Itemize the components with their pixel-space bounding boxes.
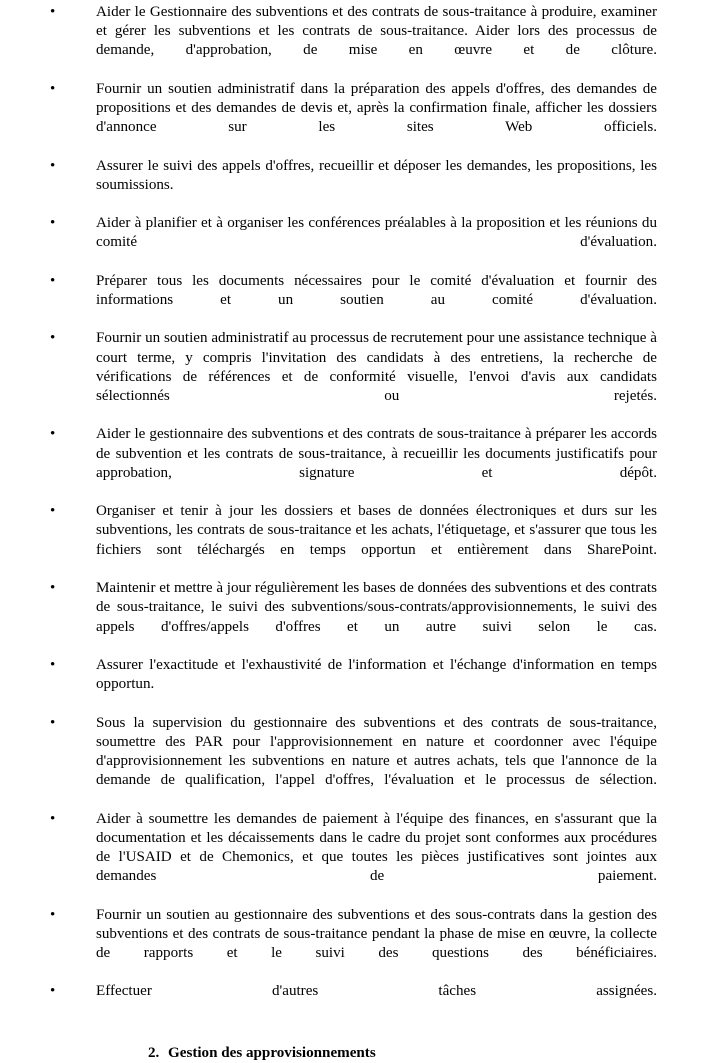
bullet-icon: • xyxy=(50,714,56,731)
bullet-icon: • xyxy=(50,80,56,97)
list-item-text: Aider le Gestionnaire des subventions et des contrats de sous-traitance à produire, examiner et gérer les subventions et les contrats de sous-traitance. Aider lors des processus de demande, d'approbation, de mise en œuvre et de clôture. xyxy=(96,4,657,59)
bullet-icon: • xyxy=(50,272,56,289)
list-item-text: Assurer l'exactitude et l'exhaustivité de l'information et l'échange d'information en temps opportun. xyxy=(96,656,657,693)
list-item xyxy=(0,656,711,714)
list-item-text: Maintenir et mettre à jour régulièrement les bases de données des subventions et des contrats de sous-traitance, le suivi des subventions/sous-contrats/approvisionnements, le suivi des appels d'offres/appels d'offres et un autre suivi selon le cas. xyxy=(96,580,657,635)
bullet-icon: • xyxy=(50,656,56,673)
list-item xyxy=(0,714,711,810)
list-item-text: Fournir un soutien administratif au processus de recrutement pour une assistance technique à court terme, y compris l'invitation des candidats à des entretiens, la recherche de vérifications de références et de conformité visuelle, l'envoi d'avis aux candidats sélectionnés ou rejetés. xyxy=(96,330,657,405)
list-item-text: Assurer le suivi des appels d'offres, recueillir et déposer les demandes, les propositions, les soumissions. xyxy=(96,157,657,193)
list-item-text: Organiser et tenir à jour les dossiers et bases de données électroniques et durs sur les subventions, les contrats de sous-traitance et les achats, l'étiquetage, et s'assurer que tous les fichiers sont téléchargés en temps opportun et entièrement dans SharePoint. xyxy=(96,503,657,558)
list-item xyxy=(0,425,711,502)
list-item-text: Aider à planifier et à organiser les conférences préalables à la proposition et les réunions du comité d'évaluation. xyxy=(96,215,657,251)
bullet-icon: • xyxy=(50,810,56,827)
list-item-text: Fournir un soutien au gestionnaire des subventions et des sous-contrats dans la gestion des subventions et des contrats de sous-traitance pendant la phase de mise en œuvre, la collecte de rapports et le suivi des questions des bénéficiaires. xyxy=(96,906,657,961)
responsibilities-list xyxy=(0,3,711,1021)
list-item-text: Aider le gestionnaire des subventions et des contrats de sous-traitance à préparer les accords de subvention et les contrats de sous-traitance, à recueillir les documents justificatifs pour approbation, signature et dépôt. xyxy=(96,426,657,481)
section-heading-title: Gestion des approvisionnements xyxy=(168,1044,376,1061)
bullet-icon: • xyxy=(50,580,56,597)
list-item xyxy=(0,810,711,906)
bullet-icon: • xyxy=(50,215,56,232)
bullet-icon: • xyxy=(50,4,56,20)
section-heading xyxy=(0,1044,711,1063)
list-item xyxy=(0,906,711,983)
list-item xyxy=(0,80,711,157)
list-item xyxy=(0,982,711,1020)
bullet-icon: • xyxy=(50,157,56,174)
list-item xyxy=(0,329,711,425)
bullet-icon: • xyxy=(50,503,56,520)
list-item-text: Aider à soumettre les demandes de paiement à l'équipe des finances, en s'assurant que la documentation et les décaissements dans le cadre du projet sont conformes aux procédures de l'USAID et de Chemonics, et que toutes les pièces justificatives sont jointes aux demandes de paiement. xyxy=(96,810,657,885)
list-item xyxy=(0,157,711,215)
heading-spacer xyxy=(0,1021,711,1044)
list-item-text: Préparer tous les documents nécessaires pour le comité d'évaluation et fournir des informations et un soutien au comité d'évaluation. xyxy=(96,272,657,309)
list-item xyxy=(0,272,711,330)
bullet-icon: • xyxy=(50,983,56,1000)
list-item-text: Sous la supervision du gestionnaire des subventions et des contrats de sous-traitance, soumettre des PAR pour l'approvisionnement en nature et coordonner avec l'équipe d'approvisionnement les subventions en nature et autres achats, tels que l'annonce de la demande de qualification, l'appel d'offres, l'évaluation et le processus de sélection. xyxy=(96,714,657,789)
list-item-text: Effectuer d'autres tâches assignées. xyxy=(96,983,657,1000)
section-heading-number: 2. xyxy=(148,1044,160,1061)
bullet-icon: • xyxy=(50,330,56,347)
bullet-icon: • xyxy=(50,906,56,923)
list-item-text: Fournir un soutien administratif dans la préparation des appels d'offres, des demandes de propositions et des demandes de devis et, après la confirmation finale, afficher les dossiers d'annonce sur les sites Web officiels. xyxy=(96,80,657,136)
list-item xyxy=(0,579,711,656)
list-item xyxy=(0,502,711,579)
list-item xyxy=(0,3,711,80)
bullet-icon: • xyxy=(50,426,56,443)
list-item xyxy=(0,214,711,272)
